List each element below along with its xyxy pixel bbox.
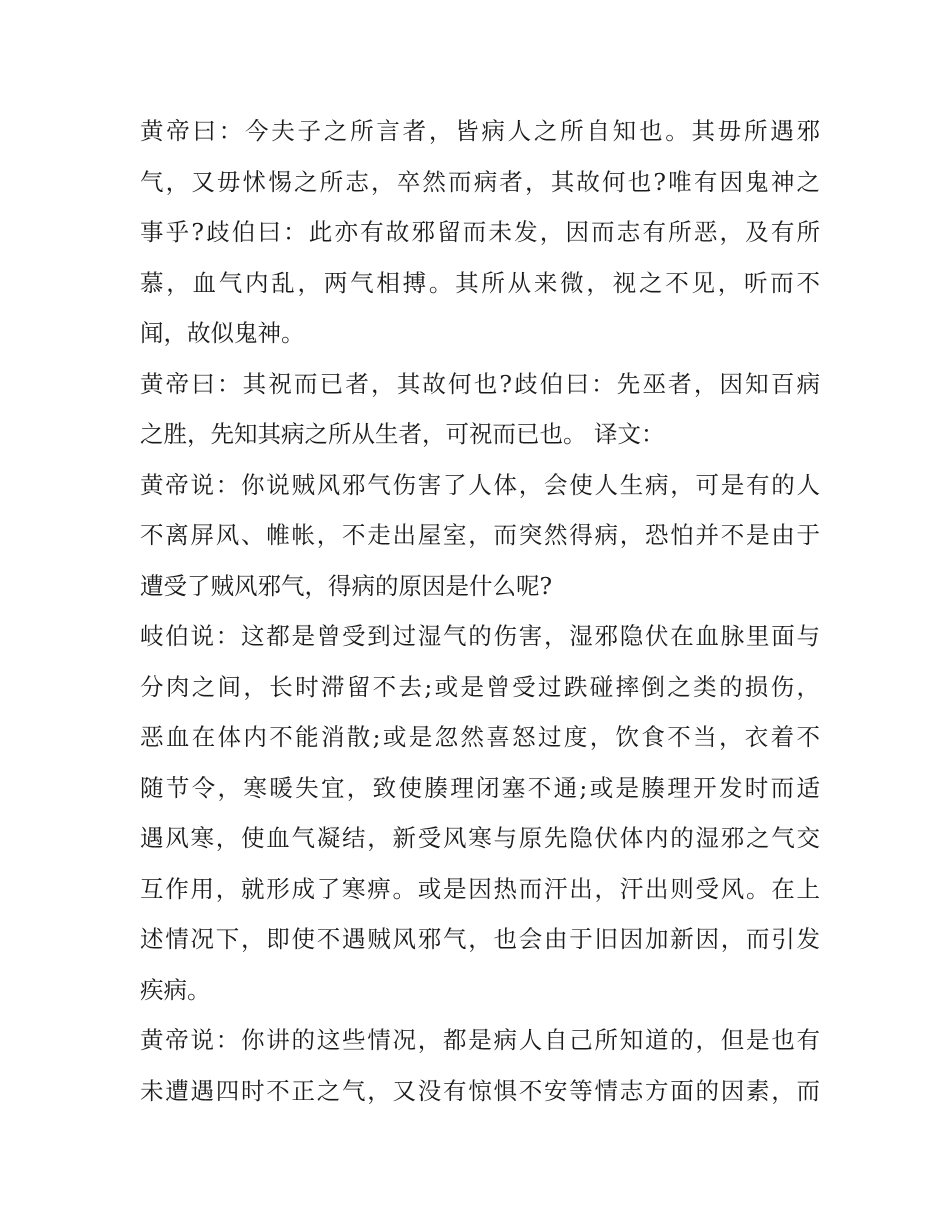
text-line: 气，又毋怵惕之所志，卒然而病者，其故何也?唯有因鬼神之 <box>140 167 820 196</box>
paragraph-1 <box>140 106 820 359</box>
text-line: 黄帝曰：今夫子之所言者，皆病人之所自知也。其毋所遇邪 <box>140 117 820 145</box>
text-line: 不离屏风、帷帐，不走出屋室，而突然得病，恐怕并不是由于 <box>140 521 820 549</box>
paragraph-2 <box>140 359 820 460</box>
text-line: 述情况下，即使不遇贼风邪气，也会由于旧因加新因，而引发 <box>140 925 820 953</box>
text-line: 黄帝说：你讲的这些情况，都是病人自己所知道的，但是也有 <box>140 1026 820 1054</box>
paragraph-5 <box>140 1015 820 1116</box>
paragraph-3 <box>140 460 820 612</box>
paragraph-4 <box>140 611 820 1015</box>
text-line: 之胜，先知其病之所从生者，可祝而已也。 译文： <box>140 420 665 448</box>
text-line: 分肉之间，长时滞留不去;或是曾受过跌碰摔倒之类的损伤， <box>140 672 820 701</box>
text-line: 恶血在体内不能消散;或是忽然喜怒过度，饮食不当，衣着不 <box>140 723 820 751</box>
text-line: 疾病。 <box>140 975 211 1004</box>
text-line: 随节令，寒暖失宜，致使腠理闭塞不通;或是腠理开发时而适 <box>140 773 820 802</box>
text-line: 黄帝曰：其祝而已者，其故何也?歧伯曰：先巫者，因知百病 <box>140 369 820 398</box>
text-line: 未遭遇四时不正之气，又没有惊惧不安等情志方面的因素，而 <box>140 1076 820 1105</box>
text-line: 黄帝说：你说贼风邪气伤害了人体，会使人生病，可是有的人 <box>140 470 820 499</box>
text-line: 互作用，就形成了寒痹。或是因热而汗出，汗出则受风。在上 <box>140 874 820 903</box>
text-line: 事乎?歧伯曰：此亦有故邪留而未发，因而志有所恶，及有所 <box>140 218 820 246</box>
text-line: 遭受了贼风邪气，得病的原因是什么呢? <box>140 571 553 600</box>
text-line: 遇风寒，使血气凝结，新受风寒与原先隐伏体内的湿邪之气交 <box>140 824 820 852</box>
text-line: 岐伯说：这都是曾受到过湿气的伤害，湿邪隐伏在血脉里面与 <box>140 622 820 650</box>
body-text <box>140 106 820 1116</box>
text-line: 闻，故似鬼神。 <box>140 319 305 347</box>
text-line: 慕，血气内乱，两气相搏。其所从来微，视之不见，听而不 <box>140 268 820 297</box>
